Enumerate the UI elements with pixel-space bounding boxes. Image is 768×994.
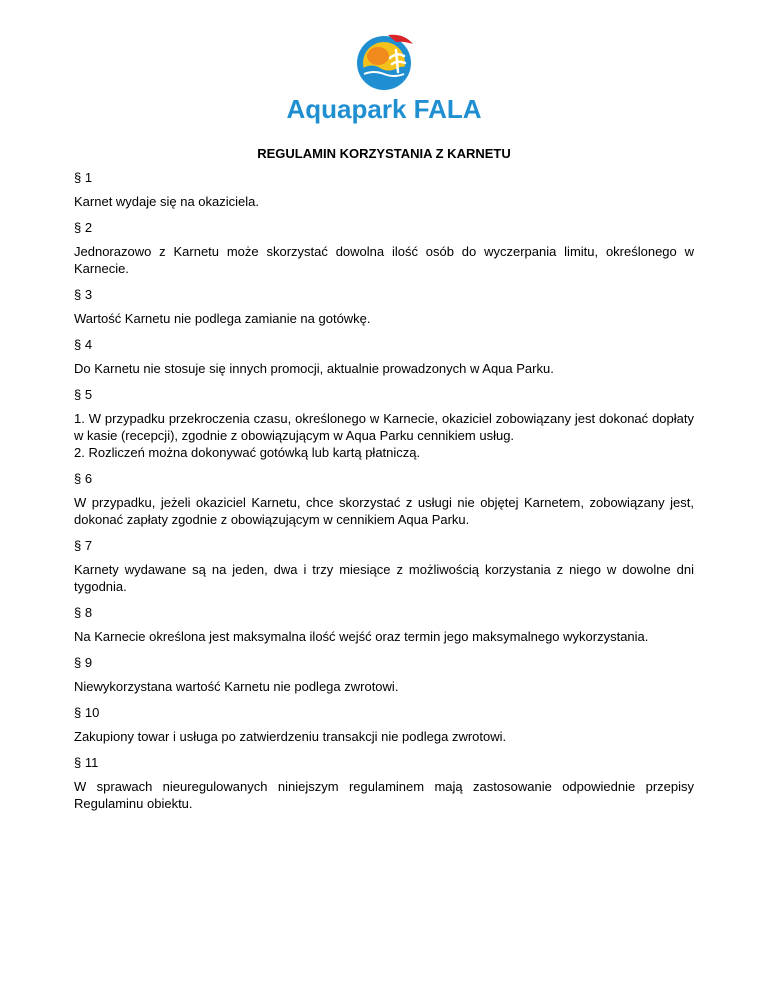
section-mark: § 8	[74, 605, 93, 620]
section-text	[74, 678, 694, 695]
sections-list	[74, 169, 694, 812]
section-mark: § 7	[74, 538, 93, 553]
section-line: Jednorazowo z Karnetu może skorzystać dowolna ilość osób do wyczerpania limitu, określonego w Karnecie.	[74, 244, 694, 276]
section-text	[74, 728, 694, 745]
section-mark: § 6	[74, 471, 93, 486]
section-text	[74, 243, 694, 277]
section-mark: § 10	[74, 705, 100, 720]
section-line: Wartość Karnetu nie podlega zamianie na gotówkę.	[74, 311, 371, 326]
section-line: Zakupiony towar i usługa po zatwierdzeniu transakcji nie podlega zwrotowi.	[74, 729, 507, 744]
section-line: Niewykorzystana wartość Karnetu nie podlega zwrotowi.	[74, 679, 399, 694]
aquapark-logo-icon	[280, 30, 488, 126]
section-text	[74, 310, 694, 327]
regulations-content	[74, 145, 694, 821]
document-title: REGULAMIN KORZYSTANIA Z KARNETU	[257, 146, 511, 161]
section-text	[74, 561, 694, 595]
section-mark: § 2	[74, 220, 93, 235]
section-text	[74, 193, 694, 210]
aquapark-logo	[280, 30, 488, 126]
section-text	[74, 410, 694, 461]
section-mark: § 3	[74, 287, 93, 302]
section-line: Karnety wydawane są na jeden, dwa i trzy miesiące z możliwością korzystania z niego w dowolne dni tygodnia.	[74, 562, 694, 594]
section-mark: § 4	[74, 337, 93, 352]
logo-brand-text: Aquapark FALA	[286, 94, 482, 124]
section-line: 2. Rozliczeń można dokonywać gotówką lub kartą płatniczą.	[74, 445, 421, 460]
section-line: W sprawach nieuregulowanych niniejszym regulaminem mają zastosowanie odpowiednie przepisy Regulaminu obiektu.	[74, 779, 694, 811]
section-mark: § 11	[74, 755, 99, 770]
section-line: Karnet wydaje się na okaziciela.	[74, 194, 259, 209]
section-line: Do Karnetu nie stosuje się innych promocji, aktualnie prowadzonych w Aqua Parku.	[74, 361, 554, 376]
section-mark: § 9	[74, 655, 93, 670]
section-text	[74, 778, 694, 812]
section-mark: § 1	[74, 170, 93, 185]
section-text	[74, 360, 694, 377]
logo-sun-core	[367, 47, 389, 65]
section-text	[74, 628, 694, 645]
section-text	[74, 494, 694, 528]
section-line: Na Karnecie określona jest maksymalna ilość wejść oraz termin jego maksymalnego wykorzystania.	[74, 629, 649, 644]
section-line: W przypadku, jeżeli okaziciel Karnetu, chce skorzystać z usługi nie objętej Karnetem, zobowiązany jest, dokonać zapłaty zgodnie z obowiązującym w cennikiem Aqua Parku.	[74, 495, 694, 527]
section-mark: § 5	[74, 387, 93, 402]
section-line: 1. W przypadku przekroczenia czasu, określonego w Karnecie, okaziciel zobowiązany jest dokonać dopłaty w kasie (recepcji), zgodnie z obowiązującym w Aqua Parku cennikiem usług.	[74, 411, 694, 443]
